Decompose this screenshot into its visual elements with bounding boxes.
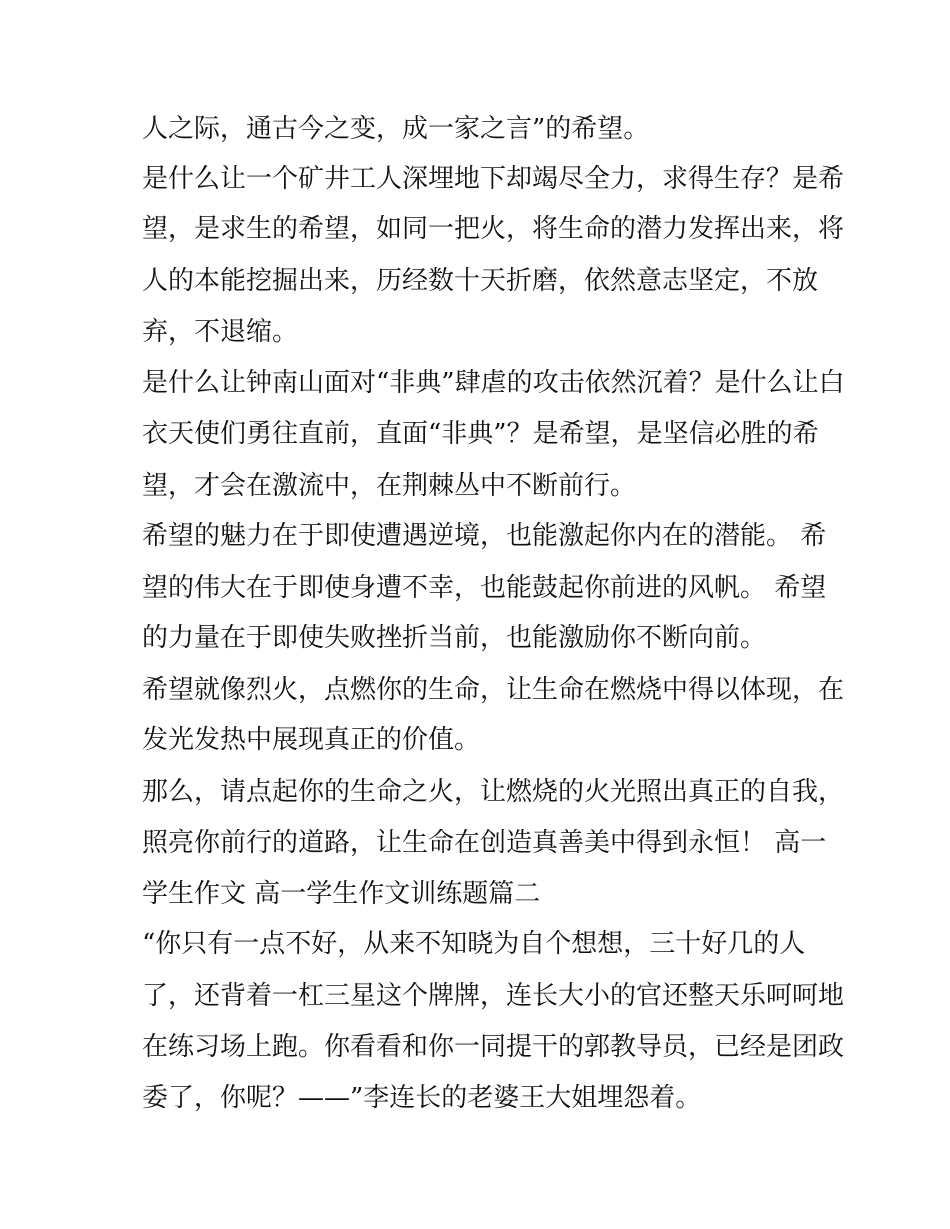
text-line: 人的本能挖掘出来，历经数十天折磨，依然意志坚定，不放 xyxy=(142,266,819,296)
text-line: 望，是求生的希望，如同一把火，将生命的潜力发挥出来，将 xyxy=(142,214,845,244)
text-line: 是什么让一个矿井工人深埋地下却竭尽全力，求得生存？是希 xyxy=(142,164,845,194)
text-line: “你只有一点不好，从来不知晓为自个想想，三十好几的人 xyxy=(142,929,806,959)
text-line: 是什么让钟南山面对“非典”肆虐的攻击依然沉着？是什么让白 xyxy=(142,368,845,398)
text-line: 委了，你呢？——”李连长的老婆王大姐埋怨着。 xyxy=(142,1083,702,1113)
text-line: 衣天使们勇往直前，直面“非典”？是希望，是坚信必胜的希 xyxy=(142,419,819,449)
text-line: 望的伟大在于即使身遭不幸，也能鼓起你前进的风帆。 希望 xyxy=(142,573,827,603)
text-line: 照亮你前行的道路，让生命在创造真善美中得到永恒！ 高一 xyxy=(142,828,827,858)
text-line: 发光发热中展现真正的价值。 xyxy=(142,725,481,755)
text-line: 望，才会在激流中，在荆棘丛中不断前行。 xyxy=(142,471,637,501)
text-line: 学生作文 高一学生作文训练题篇二 xyxy=(142,879,541,909)
text-line: 弃，不退缩。 xyxy=(142,317,299,347)
text-line: 希望就像烈火，点燃你的生命，让生命在燃烧中得以体现，在 xyxy=(142,675,845,705)
text-line: 希望的魅力在于即使遭遇逆境，也能激起你内在的潜能。 希 xyxy=(142,521,827,551)
text-line: 的力量在于即使失败挫折当前，也能激励你不断向前。 xyxy=(142,623,767,653)
text-line: 那么，请点起你的生命之火，让燃烧的火光照出真正的自我， xyxy=(142,777,845,807)
text-line: 人之际，通古今之变，成一家之言”的希望。 xyxy=(142,114,650,144)
text-line: 了，还背着一杠三星这个牌牌，连长大小的官还整天乐呵呵地 xyxy=(142,981,845,1011)
text-line: 在练习场上跑。你看看和你一同提干的郭教导员，已经是团政 xyxy=(142,1032,845,1062)
